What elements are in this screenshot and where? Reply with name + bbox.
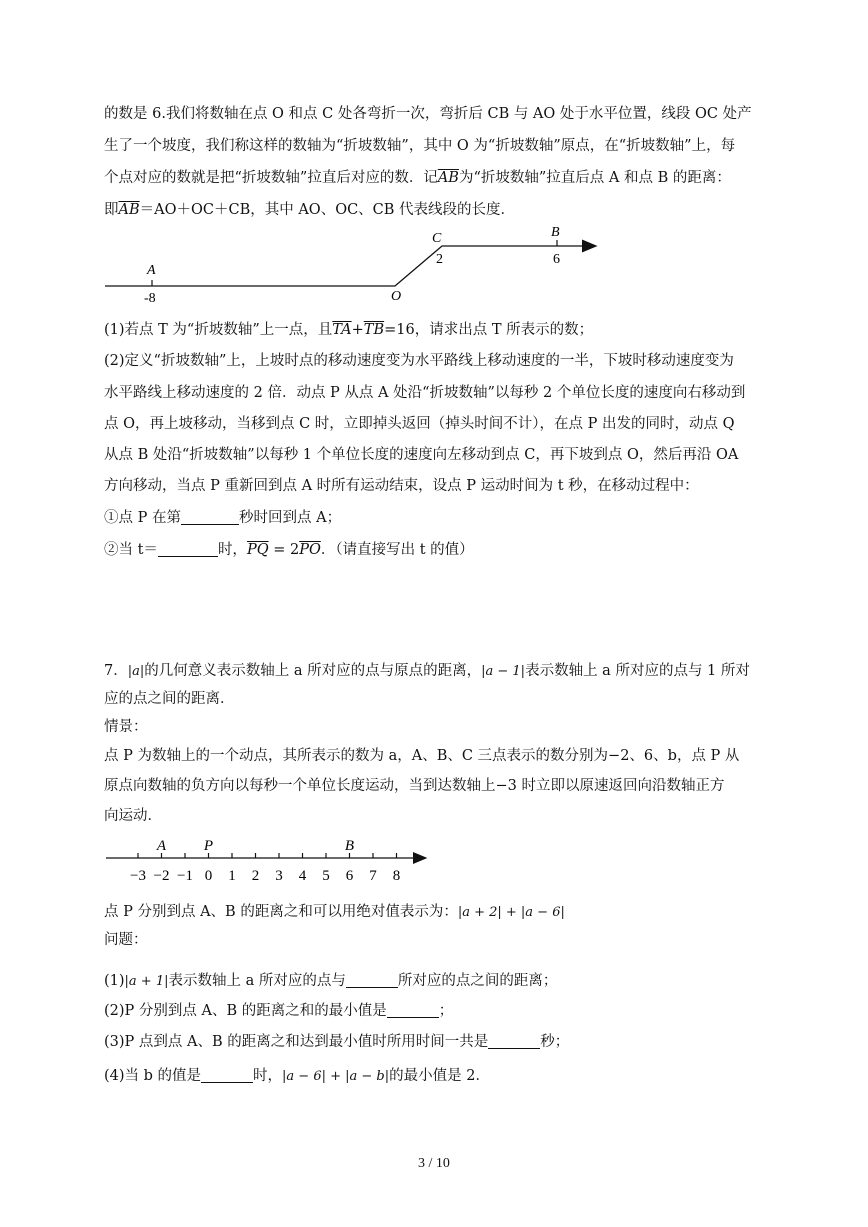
p7-question-4: [104, 1066, 490, 1087]
p6-sub1-pre: ①点 P 在第: [104, 510, 181, 526]
number-line-figure: [100, 830, 440, 890]
p7-q3-pre: (3)P 点到点 A、B 的距离之和达到最小值时所用时间一共是: [104, 1034, 489, 1050]
p6-sub2-pre: ②当 t＝: [104, 542, 158, 558]
p6-line-3: [104, 168, 731, 188]
label-o: O: [391, 289, 402, 304]
label-b: B: [551, 225, 560, 240]
point-a-label: A: [156, 838, 167, 854]
number-line-tick-label: −2: [153, 868, 170, 884]
p6-sub1-rest: 秒时回到点 A；: [238, 510, 342, 526]
label-c: C: [432, 231, 442, 246]
p6-question-2-line-2: 水平路线上移动速度的 2 倍．动点 P 从点 A 处沿“折坡数轴”以每秒 2 个单位长度的速度向右移动到: [104, 385, 746, 401]
p6-q1-tb: $\overline{TB}$: [363, 322, 385, 338]
p6-q1-plus: +: [351, 322, 364, 338]
p6-question-2-line-3: 点 O，再上坡移动，当移到点 C 时，立即掉头返回（掉头时间不计），在点 P 出发的同时，动点 Q: [104, 416, 735, 432]
label-a: A: [147, 263, 156, 278]
folded-number-line-figure: [100, 218, 610, 308]
number-line-tick-label: 6: [345, 868, 354, 884]
p7-line-7: [104, 902, 565, 923]
p6-ab-overline: $\overline{AB}$: [437, 170, 459, 186]
p7-q4-mid: 时，: [253, 1068, 283, 1084]
answer-blank[interactable]: [346, 972, 398, 988]
p6-sub-1: [104, 508, 341, 528]
p7-q1-rest: 所对应的点之间的距离；: [397, 973, 558, 989]
answer-blank[interactable]: [201, 1067, 253, 1083]
p6-line-1: 的数是 6.我们将数轴在点 O 和点 C 处各弯折一次，弯折后 CB 与 AO 处于水平位置，线段 OC 处产: [104, 106, 752, 122]
p6-sub2-mid: 时，: [217, 542, 247, 558]
p7-line-1: [104, 661, 750, 682]
p7-q4-rest: 的最小值是 2．: [389, 1068, 490, 1084]
p7-abs-sum: |a + 2| + |a − 6|: [457, 905, 565, 920]
folded-axis-line: [105, 246, 595, 286]
p6-q1-pre: (1)若点 T 为“折坡数轴”上一点，且: [104, 322, 333, 338]
p7-line-2: 应的点之间的距离．: [104, 691, 235, 707]
number-line-tick-label: 7: [369, 868, 377, 884]
p6-line-4-rest: ＝AO＋OC＋CB，其中 AO、OC、CB 代表线段的长度．: [139, 202, 516, 218]
number-line-tick-label: −3: [130, 868, 146, 884]
p7-line-8: 问题：: [104, 932, 148, 948]
label-c-value: 2: [436, 252, 443, 267]
number-line-tick-label: 5: [322, 868, 330, 884]
p6-sub2-po: $\overline{PO}$: [299, 542, 321, 558]
p7-question-3: [104, 1032, 569, 1052]
p6-ab-overline-2: $\overline{AB}$: [118, 202, 140, 218]
label-b-value: 6: [553, 252, 560, 267]
p6-line-3-text: 个点对应的数就是把“折坡数轴”拉直后对应的数．记: [104, 170, 438, 186]
p6-question-2-line-1: (2)定义“折坡数轴”上，上坡时点的移动速度变为水平路线上移动速度的一半，下坡时移动速度变为: [104, 353, 734, 369]
page-number: 3 / 10: [418, 1156, 450, 1171]
p7-line-1-rest: 表示数轴上 a 所对应的点与 1 所对: [525, 663, 750, 679]
p7-line-5: 原点向数轴的负方向以每秒一个单位长度运动，当到达数轴上−3 时立即以原速返回向沿数轴正方: [104, 778, 725, 794]
p7-q2-rest: ；: [438, 1003, 454, 1019]
p7-q2-pre: (2)P 分别到点 A、B 的距离之和的最小值是: [104, 1003, 387, 1019]
p7-q1-mid: 表示数轴上 a 所对应的点与: [168, 973, 346, 989]
p7-line-7-pre: 点 P 分别到点 A、B 的距离之和可以用绝对值表示为：: [104, 904, 458, 920]
label-a-value: -8: [144, 291, 156, 306]
p6-question-2-line-4: 从点 B 处沿“折坡数轴”以每秒 1 个单位长度的速度向左移动到点 C，再下坡到点 O，然后再沿 OA: [104, 447, 739, 463]
p6-q1-rest: ，请求出点 T 所表示的数；: [414, 322, 594, 338]
p7-q4-abs: |a − 6| + |a − b|: [282, 1069, 390, 1084]
p6-line-4: [104, 200, 515, 220]
p7-question-2: [104, 1001, 453, 1021]
number-line-tick-label: 3: [275, 868, 283, 884]
point-p-label: P: [203, 838, 214, 854]
p7-abs-a: |a|: [127, 664, 145, 679]
number-line-tick-label: 4: [298, 868, 307, 884]
p7-question-1: [104, 971, 557, 992]
p6-q1-eq: =16: [384, 322, 415, 338]
p6-question-2-line-5: 方向移动，当点 P 重新回到点 A 时所有运动结束，设点 P 运动时间为 t 秒，在移动过程中：: [104, 478, 699, 494]
p7-number: 7．: [104, 663, 128, 679]
p7-line-1-mid: 的几何意义表示数轴上 a 所对应的点与原点的距离，: [144, 663, 482, 679]
number-line-tick-label: 1: [228, 868, 236, 884]
p6-question-1: [104, 320, 593, 340]
p6-sub2-rest: ．（请直接写出 t 的值）: [320, 542, 474, 558]
p6-line-2: 生了一个坡度，我们称这样的数轴为“折坡数轴”，其中 O 为“折坡数轴”原点，在“折坡数轴”上，每: [104, 138, 736, 154]
p6-q1-ta: $\overline{TA}$: [332, 322, 352, 338]
number-line-tick-label: −1: [177, 868, 193, 884]
number-line-tick-label: 0: [204, 868, 213, 884]
number-line-tick-label: 2: [251, 868, 260, 884]
p6-line-3-rest: 为“折坡数轴”拉直后点 A 和点 B 的距离：: [458, 170, 731, 186]
answer-blank[interactable]: [158, 541, 218, 557]
p7-abs-a-minus-1: |a − 1|: [481, 664, 526, 679]
p7-line-6: 向运动．: [104, 808, 162, 824]
point-b-label: B: [344, 838, 355, 854]
answer-blank[interactable]: [181, 509, 239, 525]
p7-q3-rest: 秒；: [540, 1034, 570, 1050]
p6-line-4-pre: 即: [104, 202, 119, 218]
p6-sub-2: [104, 540, 474, 560]
p7-line-4: 点 P 为数轴上的一个动点，其所表示的数为 a，A、B、C 三点表示的数分别为−2、6、b，点 P 从: [104, 748, 740, 764]
p6-sub2-pq: $\overline{PQ}$: [246, 542, 269, 558]
answer-blank[interactable]: [387, 1002, 439, 1018]
answer-blank[interactable]: [488, 1033, 540, 1049]
number-line-tick-label: 8: [392, 868, 401, 884]
p7-q1-pre: (1): [104, 973, 125, 989]
p7-line-3: 情景：: [104, 719, 148, 735]
p7-q4-pre: (4)当 b 的值是: [104, 1068, 202, 1084]
p7-q1-abs: |a + 1|: [124, 974, 169, 989]
p6-sub2-eq: = 2: [268, 542, 300, 558]
